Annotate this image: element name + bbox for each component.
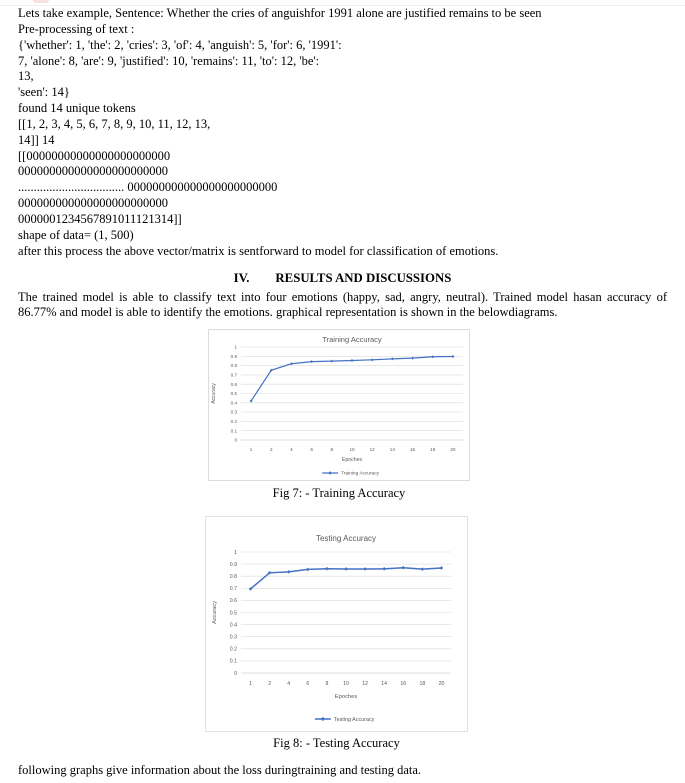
text-line: 000000000000000000000000 <box>18 196 168 211</box>
svg-text:16: 16 <box>409 447 416 453</box>
text-line: {'whether': 1, 'the': 2, 'cries': 3, 'of': 4, 'anguish': 5, 'for': 6, '1991': <box>18 37 342 52</box>
svg-text:18: 18 <box>419 681 426 688</box>
svg-text:0.1: 0.1 <box>230 428 237 434</box>
svg-text:16: 16 <box>400 681 407 688</box>
svg-text:1: 1 <box>234 550 237 557</box>
svg-text:1: 1 <box>234 344 237 350</box>
text-line: 0000001234567891011121314]] <box>18 211 182 226</box>
svg-text:0.6: 0.6 <box>230 382 237 388</box>
fig7-caption: Fig 7: - Training Accuracy <box>272 486 406 501</box>
svg-text:2: 2 <box>269 447 273 453</box>
training-accuracy-chart <box>208 329 470 481</box>
svg-text:0.9: 0.9 <box>230 354 237 360</box>
svg-text:2: 2 <box>268 681 272 688</box>
svg-text:0.8: 0.8 <box>229 574 237 581</box>
section-heading <box>18 271 667 286</box>
svg-text:8: 8 <box>330 447 334 453</box>
svg-text:8: 8 <box>325 681 329 688</box>
svg-text:0.2: 0.2 <box>230 419 237 425</box>
svg-text:0.3: 0.3 <box>230 410 237 416</box>
svg-text:0.5: 0.5 <box>229 610 237 617</box>
text-line: shape of data= (1, 500) <box>18 227 134 242</box>
footer-text: following graphs give information about the loss duringtraining and testing data. <box>18 763 422 778</box>
svg-text:Epoches: Epoches <box>334 694 358 701</box>
svg-text:18: 18 <box>430 447 436 453</box>
svg-text:0.7: 0.7 <box>230 372 237 378</box>
fig8-caption: Fig 8: - Testing Accuracy <box>273 736 400 751</box>
text-line: 'seen': 14} <box>18 85 70 100</box>
text-line: [[1, 2, 3, 4, 5, 6, 7, 8, 9, 10, 11, 12, 13, <box>18 116 211 131</box>
svg-text:Training Accuracy: Training Accuracy <box>322 335 382 345</box>
text-line: after this process the above vector/matrix is sentforward to model for classification of emotions. <box>18 243 499 258</box>
text-line: 7, 'alone': 8, 'are': 9, 'justified': 10, 'remains': 11, 'to': 12, 'be': <box>18 53 320 68</box>
svg-text:0.8: 0.8 <box>230 363 237 369</box>
results-paragraph: The trained model is able to classify text into four emotions (happy, sad, angry, neutral). Trained model hasan accuracy of 86.77% and model is able to identify the emotions. graphical representation is shown in the belowdiagrams. <box>18 289 667 320</box>
svg-text:10: 10 <box>343 681 349 688</box>
text-line: found 14 unique tokens <box>18 101 136 116</box>
svg-text:4: 4 <box>290 447 293 453</box>
svg-text:4: 4 <box>287 681 291 688</box>
svg-text:0.6: 0.6 <box>229 598 237 605</box>
section-number: IV. <box>233 270 250 285</box>
svg-text:Epoches: Epoches <box>341 457 363 464</box>
svg-text:1: 1 <box>249 681 252 688</box>
text-line: 14]] 14 <box>18 132 55 147</box>
text-line: 13, <box>18 69 34 84</box>
svg-text:10: 10 <box>349 447 355 453</box>
testing-accuracy-chart <box>205 516 468 732</box>
svg-text:0.1: 0.1 <box>229 659 237 666</box>
svg-text:1: 1 <box>249 447 253 453</box>
highlight-fragment <box>33 0 49 3</box>
svg-text:14: 14 <box>389 447 395 453</box>
svg-text:12: 12 <box>362 681 368 688</box>
svg-text:0.2: 0.2 <box>229 646 237 653</box>
svg-text:Testing Accuracy: Testing Accuracy <box>315 534 377 544</box>
preprocessing-text-block <box>18 0 667 260</box>
svg-text:0: 0 <box>234 437 237 443</box>
svg-text:12: 12 <box>369 447 375 453</box>
text-line: 000000000000000000000000 <box>18 164 168 179</box>
svg-text:20: 20 <box>438 681 445 688</box>
svg-text:0.9: 0.9 <box>229 562 237 569</box>
svg-text:Testing Accuracy: Testing Accuracy <box>333 717 375 724</box>
svg-text:6: 6 <box>306 681 310 688</box>
svg-text:20: 20 <box>450 447 456 453</box>
svg-text:0.4: 0.4 <box>230 400 237 406</box>
text-line: .................................. 000000000000000000000000 <box>18 180 278 195</box>
text-line: [[00000000000000000000000 <box>18 148 171 163</box>
page-top-divider <box>0 5 685 6</box>
svg-text:6: 6 <box>310 447 313 453</box>
svg-text:0.3: 0.3 <box>229 634 237 641</box>
text-line: Lets take example, Sentence: Whether the cries of anguishfor 1991 alone are justified remains to be seen <box>18 6 542 20</box>
svg-text:Accuracy: Accuracy <box>211 383 217 405</box>
svg-text:0.5: 0.5 <box>230 391 237 397</box>
section-title: RESULTS AND DISCUSSIONS <box>275 270 452 285</box>
svg-text:Training Accuracy: Training Accuracy <box>341 471 380 477</box>
svg-text:Accuracy: Accuracy <box>212 601 218 625</box>
svg-text:0.7: 0.7 <box>229 586 237 593</box>
svg-text:0: 0 <box>234 671 237 678</box>
svg-text:0.4: 0.4 <box>229 622 237 629</box>
svg-text:14: 14 <box>381 681 388 688</box>
text-line: Pre-processing of text : <box>18 21 135 36</box>
